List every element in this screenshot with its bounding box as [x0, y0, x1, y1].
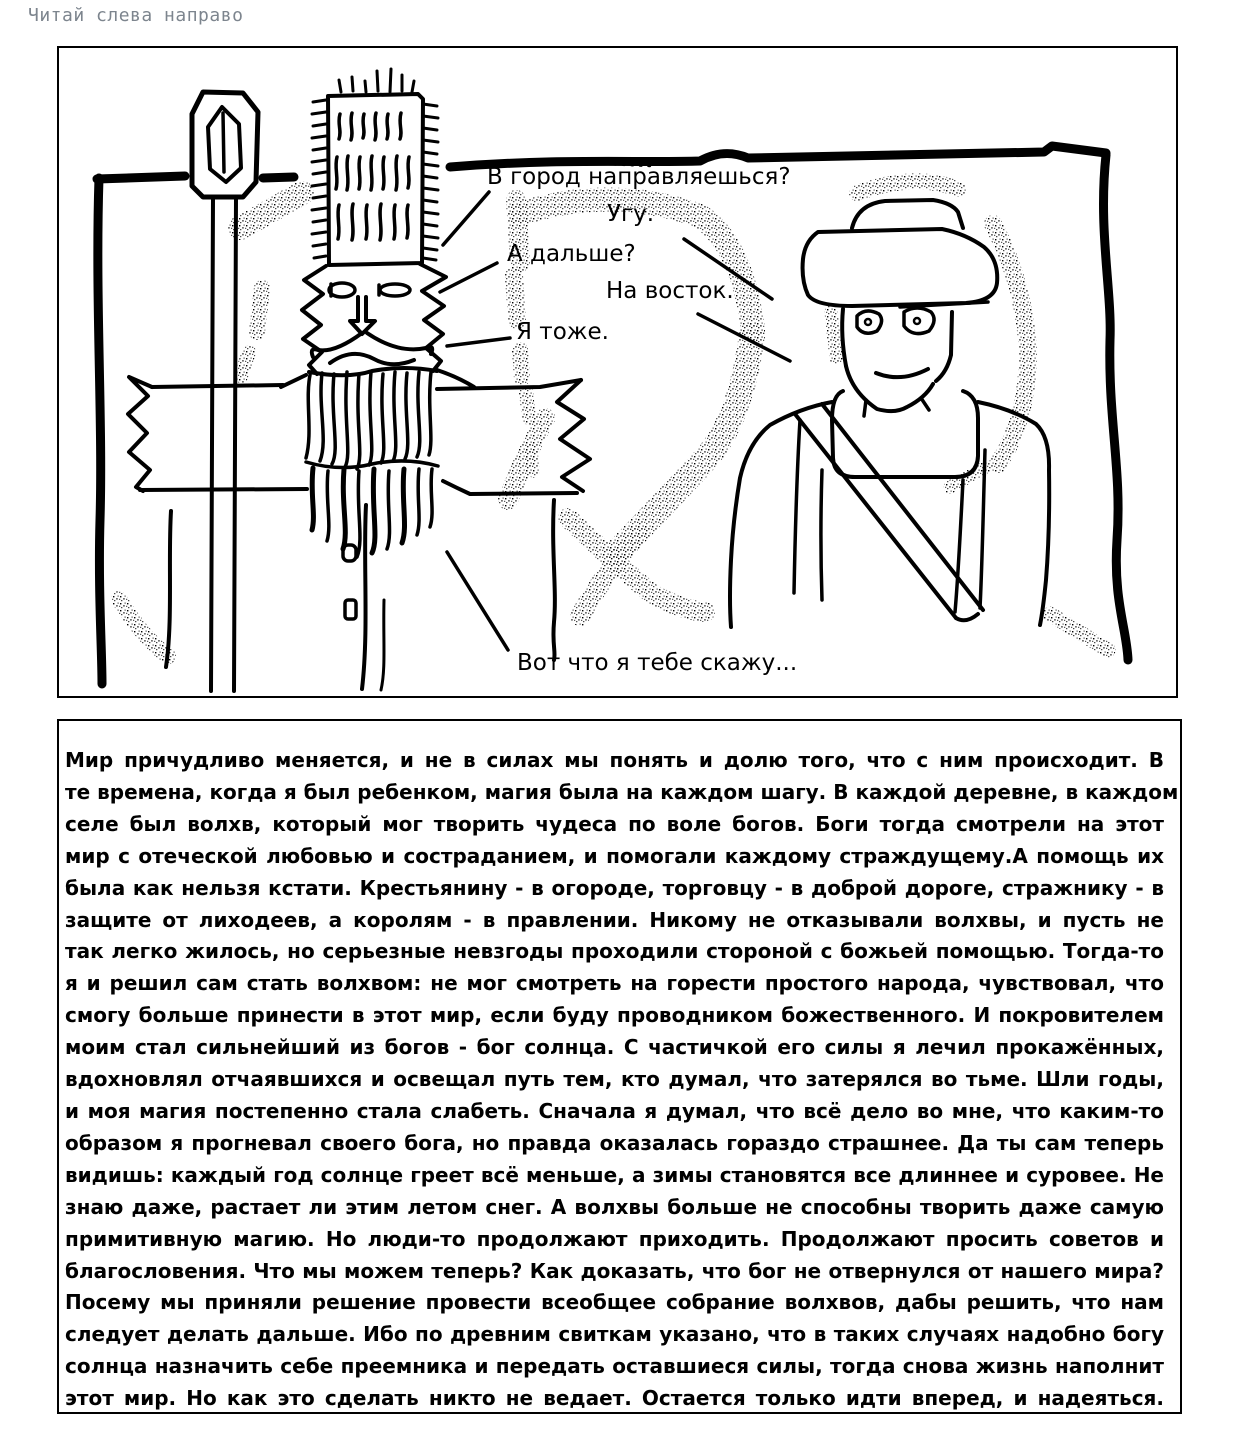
speckle-by-staff	[240, 193, 302, 228]
wizard-beard	[306, 372, 438, 557]
wizard-face	[281, 264, 474, 387]
traveler-left-pupil	[865, 319, 871, 325]
story-text-line: образом я прогневал своего бога, но правда оказалась гораздо страшнее. Да ты сам теперь	[65, 1130, 1164, 1155]
story-text	[65, 745, 1179, 1414]
speckle-halo-right	[993, 224, 1028, 464]
speckle-arch-by-log	[508, 418, 545, 500]
story-text-line: и моя магия постепенно стала слабеть. Сначала я думал, что всё дело во мне, что каким-то	[65, 1098, 1164, 1123]
pointer-a-dalshe	[440, 263, 497, 292]
wizard-nose-arrow	[350, 297, 375, 334]
traveler-vneck-line1	[955, 480, 963, 612]
story-text-line: мир с отеческой любовью и состраданием, и помогали каждому страждущему.А помощь их	[65, 843, 1164, 868]
story-text-line: Мир причудливо меняется, и не в силах мы понять и долю того, что с ним происходит. В	[65, 748, 1164, 772]
log-right-break	[557, 380, 590, 491]
pointer-ya-tozhe	[447, 338, 510, 346]
traveler-fur-hat	[803, 229, 998, 306]
wizard-shoulder-left	[281, 375, 306, 387]
traveler-sash-line2	[822, 404, 983, 610]
story-text-line: я и решил сам стать волхвом: не мог смотреть на горести простого народа, чувствовал, что	[65, 971, 1164, 996]
speckle-arch-left-leg3	[520, 350, 522, 378]
speckle-beard-left2	[241, 352, 249, 376]
traveler-face-right	[936, 312, 952, 381]
story-text-line: следует делать дальше. Ибо по древним свиткам указано, что в таких случаях надобно богу	[65, 1322, 1164, 1347]
robe-seam	[362, 505, 366, 689]
story-text-line: те времена, когда я был ребенком, магия была на каждом шагу. В каждой деревне, в каждом	[65, 779, 1179, 804]
wizard-left-eye	[329, 283, 355, 297]
hat-top-fur	[339, 69, 414, 92]
wizard-hat	[312, 69, 438, 265]
story-text-line: так легко жилось, но серьезные невзгоды проходили стороной с божьей помощью. Тогда-то	[65, 939, 1164, 964]
frame-top-left	[97, 176, 185, 179]
dialogue-traveler-1: Угу.	[607, 201, 655, 227]
wizard-character	[192, 69, 474, 691]
traveler-left-eye	[857, 311, 882, 333]
wizard-right-eye	[380, 284, 410, 296]
speckle-bottom-right	[1050, 614, 1108, 650]
hat-right-fur	[423, 104, 438, 260]
story-text-line: селе был волхв, который мог творить чудеса по воле богов. Боги тогда смотрели на этот	[65, 811, 1164, 836]
speckle-arch-left-leg4	[526, 392, 529, 418]
dialogue-traveler-2: На восток.	[606, 278, 734, 304]
speckle-arch-left-leg2	[514, 276, 517, 320]
traveler-face-left	[842, 309, 846, 366]
story-text-line: была как нельзя кстати. Крестьянину - в огороде, торговцу - в доброй дороге, стражнику - в	[65, 875, 1164, 900]
story-text-line: защите от лиходеев, а королям - в правлении. Никому не отказывали волхвы, и пусть не	[65, 907, 1164, 932]
traveler-robe-left	[730, 402, 832, 627]
story-text-panel	[57, 719, 1182, 1414]
dialogue-wizard-3: Я тоже.	[516, 319, 609, 345]
traveler-sash-line1	[795, 414, 956, 618]
robe-button-top	[343, 545, 356, 561]
traveler-right-pupil	[914, 318, 920, 324]
speckle-face-left	[831, 312, 836, 358]
traveler-frown	[876, 369, 928, 377]
speckle-arch-right-leg	[617, 335, 752, 552]
face-right-zigzag	[420, 264, 446, 371]
speckle-beard-left	[257, 288, 262, 332]
robe-seam2	[381, 600, 384, 690]
comic-drawing	[59, 48, 1176, 696]
wizard-body	[343, 505, 384, 690]
wizard-mustache-under	[330, 354, 414, 364]
story-text-line: вдохновлял отчаявшихся и освещал путь тем, кто думал, что затерялся во тьме. Шли годы,	[65, 1067, 1164, 1092]
frame-right	[1104, 155, 1128, 660]
story-text-line: примитивную магию. Но люди-то продолжают приходить. Продолжают просить советов и	[65, 1226, 1164, 1251]
traveler-vest-line2	[821, 470, 822, 600]
speckle-bottom-left	[119, 599, 168, 656]
log-left-break	[128, 377, 152, 491]
story-text-line: Посему мы приняли решение провести всеобщее собрание волхвов, дабы решить, что нам	[65, 1290, 1164, 1315]
story-text-line: видишь: каждый год солнце греет всё меньше, а зимы становятся все длиннее и суровее. Не	[65, 1162, 1164, 1187]
fence-post-right	[553, 500, 555, 660]
dialogue-wizard-4: Вот что я тебе скажу...	[517, 650, 798, 676]
story-text-line: знаю даже, растает ли этим летом снег. А волхвы больше не способны творить даже самую	[65, 1194, 1164, 1219]
traveler-collar	[832, 391, 978, 477]
dialogue-wizard-2: А дальше?	[507, 241, 636, 267]
wizard-shoulder-right	[437, 370, 474, 387]
robe-button-bottom	[345, 600, 356, 619]
staff-pole	[211, 198, 236, 691]
traveler-vest-line1	[794, 420, 800, 593]
hat-left-fur	[312, 100, 326, 258]
frame-left	[98, 178, 102, 684]
traveler-sash-tie	[956, 614, 978, 620]
story-text-line: смогу больше принести в этот мир, если буду проводником божественного. И покровителем	[65, 1003, 1164, 1028]
story-text-line: благословения. Что мы можем теперь? Как доказать, что бог не отвернулся от нашего мира?	[65, 1258, 1164, 1283]
frame-dash	[263, 177, 294, 178]
dialogue-wizard-1: В город направляешься?	[487, 164, 791, 190]
reading-direction-hint: Читай слева направо	[28, 5, 244, 26]
wizard-staff	[192, 92, 258, 691]
comic-panel	[57, 46, 1178, 698]
story-text-line: моим стал сильнейший из богов - бог солнца. С частичкой его силы я лечил прокажённых,	[65, 1035, 1164, 1060]
pointer-v-gorod	[443, 192, 489, 245]
hat-hatching	[336, 113, 409, 240]
wizard-mustache-right	[367, 333, 432, 354]
fence-post-left	[166, 511, 171, 667]
pointer-vot-chto	[447, 552, 508, 650]
staff-head-centerline	[223, 113, 224, 172]
speckle-halo-top	[857, 181, 958, 193]
story-text-line: этот мир. Но как это сделать никто не ведает. Остается только идти вперед, и надеяться.	[65, 1386, 1164, 1411]
traveler-head-top	[852, 200, 963, 228]
story-text-line: солнца назначить себе преемника и передать оставшиеся силы, тогда снова жизнь наполнит	[65, 1354, 1164, 1379]
